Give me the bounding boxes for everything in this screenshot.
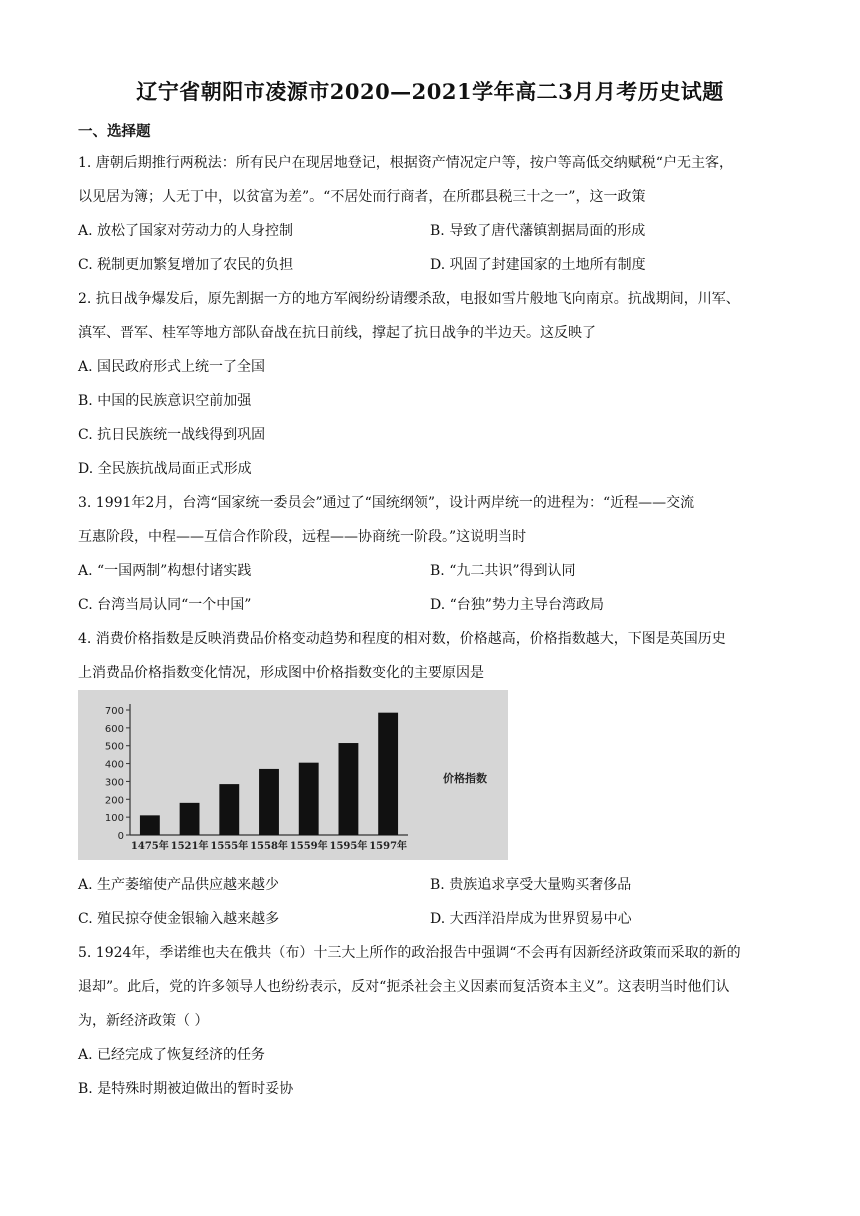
q5-option-b: B. 是特殊时期被迫做出的暂时妥协 — [78, 1081, 294, 1097]
q4-stem-line1: 4. 消费价格指数是反映消费品价格变动趋势和程度的相对数，价格越高，价格指数越大，下图是英国历史 — [78, 631, 726, 647]
q3-option-a: A. “一国两制”构想付诸实践 — [78, 563, 252, 579]
q5-stem-line1: 5. 1924年，季诺维也夫在俄共（布）十三大上所作的政治报告中强调“不会再有因新经济政策而采取的新的 — [78, 945, 741, 961]
chart-legend-label: 价格指数 — [443, 772, 487, 785]
q4-option-a: A. 生产萎缩使产品供应越来越少 — [78, 877, 280, 893]
q4-stem-line2: 上消费品价格指数变化情况，形成图中价格指数变化的主要原因是 — [78, 665, 484, 681]
q2-stem-line2: 滇军、晋军、桂军等地方部队奋战在抗日前线，撑起了抗日战争的半边天。这反映了 — [78, 325, 596, 341]
x-tick-label: 1559年 — [289, 841, 328, 852]
q1-option-c: C. 税制更加繁复增加了农民的负担 — [78, 257, 294, 273]
q3-option-c: C. 台湾当局认同“一个中国” — [78, 597, 252, 613]
page-title: 辽宁省朝阳市凌源市2020—2021学年高二3月月考历史试题 — [136, 79, 724, 104]
y-tick-label: 0 — [117, 831, 124, 842]
q2-stem-line1: 2. 抗日战争爆发后，原先割据一方的地方军阀纷纷请缨杀敌，电报如雪片般地飞向南京。抗战期间，川军、 — [78, 291, 740, 307]
price-index-chart — [78, 690, 508, 860]
x-tick-label: 1595年 — [329, 841, 368, 852]
x-tick-label: 1597年 — [369, 841, 408, 852]
y-tick-label: 200 — [104, 795, 124, 807]
y-tick-label: 400 — [104, 759, 124, 771]
q1-option-a: A. 放松了国家对劳动力的人身控制 — [78, 223, 294, 239]
q3-option-d: D. “台独”势力主导台湾政局 — [430, 597, 604, 613]
x-tick-label: 1558年 — [250, 841, 288, 852]
q5-stem-line2: 退却”。此后，党的许多领导人也纷纷表示，反对“扼杀社会主义因素而复活资本主义”。这表明当时他们认 — [78, 979, 730, 995]
q2-option-b: B. 中国的民族意识空前加强 — [78, 393, 252, 409]
bar — [259, 769, 279, 835]
q5-option-a: A. 已经完成了恢复经济的任务 — [78, 1047, 266, 1063]
y-tick-label: 100 — [104, 813, 124, 825]
q1-stem-line1: 1. 唐朝后期推行两税法：所有民户在现居地登记，根据资产情况定户等，按户等高低交纳赋税“户无主客， — [78, 155, 733, 171]
x-tick-label: 1555年 — [210, 841, 249, 852]
bar — [378, 713, 398, 835]
section-heading: 一、选择题 — [78, 123, 151, 140]
bar — [140, 815, 160, 835]
q2-option-c: C. 抗日民族统一战线得到巩固 — [78, 427, 266, 443]
y-tick-label: 500 — [104, 741, 124, 753]
q2-option-d: D. 全民族抗战局面正式形成 — [78, 461, 252, 477]
bar — [299, 763, 319, 835]
bar — [219, 784, 239, 835]
q2-option-a: A. 国民政府形式上统一了全国 — [78, 359, 266, 375]
x-tick-label: 1475年 — [130, 841, 169, 852]
q3-option-b: B. “九二共识”得到认同 — [430, 563, 576, 579]
q3-stem-line2: 互惠阶段，中程——互信合作阶段，远程——协商统一阶段。”这说明当时 — [78, 529, 527, 545]
q4-option-b: B. 贵族追求享受大量购买奢侈品 — [430, 877, 632, 893]
q1-stem-line2: 以见居为簿；人无丁中，以贫富为差”。“不居处而行商者，在所郡县税三十之一”，这一政策 — [78, 189, 646, 205]
q1-option-b: B. 导致了唐代藩镇割据局面的形成 — [430, 223, 646, 239]
price-index-chart-svg — [78, 690, 508, 860]
q5-stem-line3: 为，新经济政策（ ） — [78, 1013, 209, 1029]
q1-option-d: D. 巩固了封建国家的土地所有制度 — [430, 257, 646, 273]
bar — [180, 803, 200, 835]
q4-option-d: D. 大西洋沿岸成为世界贸易中心 — [430, 911, 632, 927]
q4-option-c: C. 殖民掠夺使金银输入越来越多 — [78, 911, 280, 927]
x-tick-label: 1521年 — [170, 841, 209, 852]
y-tick-label: 600 — [104, 723, 124, 735]
y-tick-label: 300 — [104, 777, 124, 789]
q3-stem-line1: 3. 1991年2月，台湾“国家统一委员会”通过了“国统纲领”，设计两岸统一的进程为：“近程——交流 — [78, 495, 695, 511]
bar — [339, 743, 359, 835]
y-tick-label: 700 — [104, 706, 124, 717]
